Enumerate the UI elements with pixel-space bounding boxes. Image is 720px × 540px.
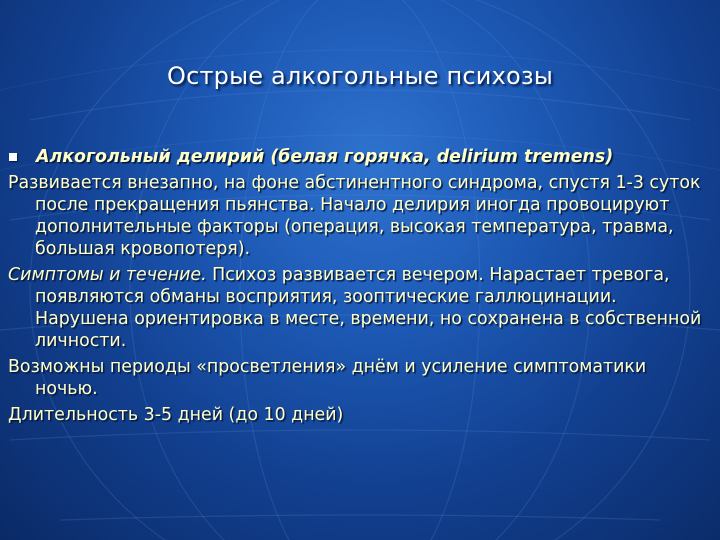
slide-title: Острые алкогольные психозы	[167, 62, 553, 90]
bullet-heading: Алкогольный делирий (белая горячка, delirium tremens)	[36, 147, 614, 167]
paragraph-symptoms	[8, 264, 708, 352]
square-bullet-icon	[9, 153, 17, 161]
paragraph-duration: Длительность 3-5 дней (до 10 дней)	[8, 405, 344, 425]
paragraph-onset: Развивается внезапно, на фоне абстинентного синдрома, спустя 1-3 суток после прекращения пьянства. Начало делирия иногда провоцируют дополнительные факторы (операция, высокая температура, травма, большая кровопотеря).	[8, 173, 701, 259]
symptoms-text: Психоз развивается вечером. Нарастает тревога, появляются обманы восприятия, зооптические галлюцинации. Нарушена ориентировка в месте, времени, но сохранена в собственной личности.	[35, 265, 702, 351]
slide-content	[8, 146, 708, 430]
symptoms-lead: Симптомы и течение.	[8, 265, 207, 285]
bullet-item	[8, 146, 708, 168]
paragraph-lucid-periods: Возможны периоды «просветления» днём и усиление симптоматики ночью.	[8, 357, 647, 399]
